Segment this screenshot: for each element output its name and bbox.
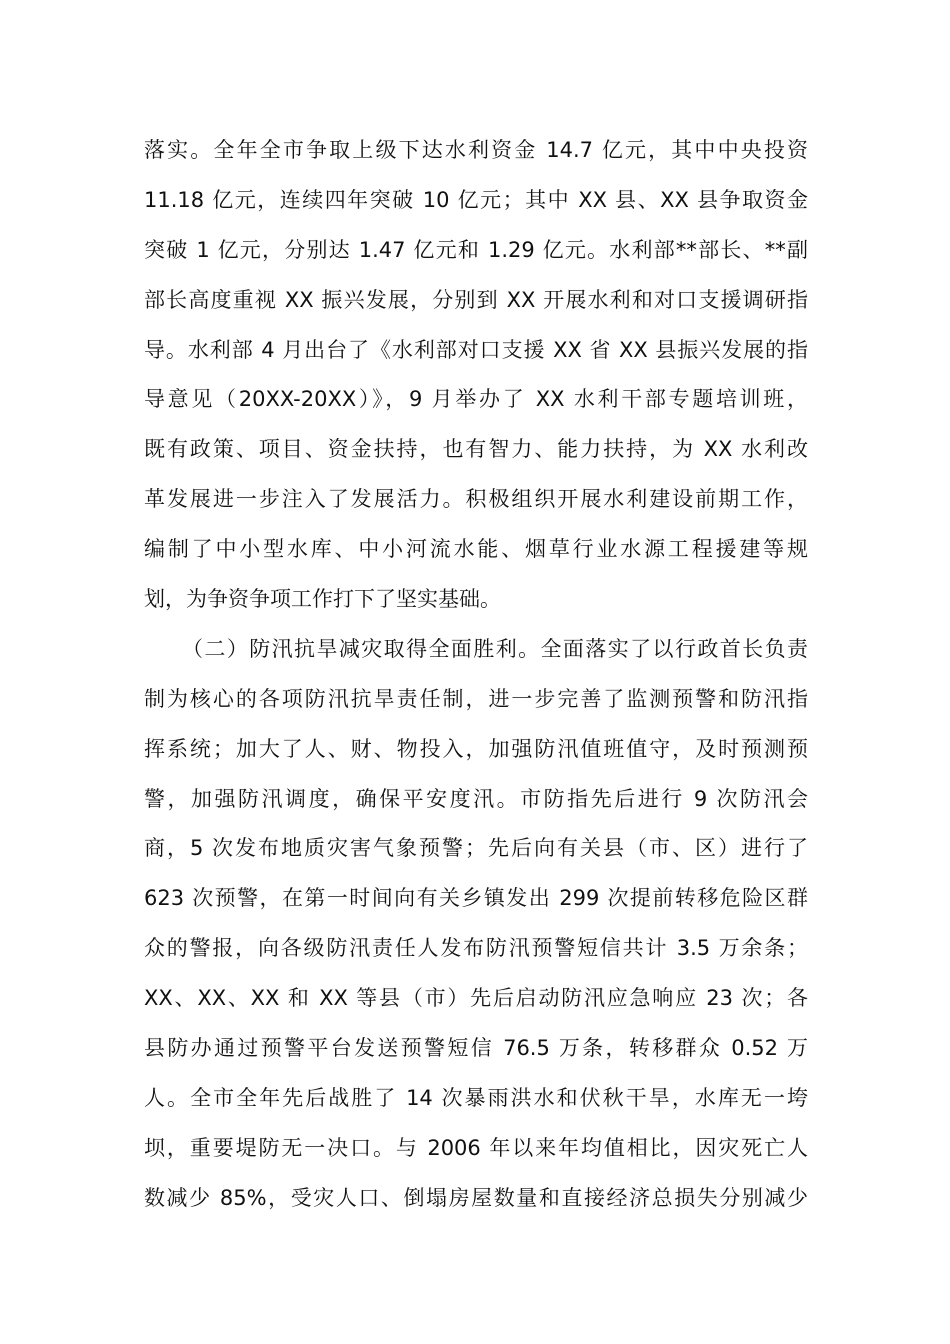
text-line: 623 次预警，在第一时间向有关乡镇发出 299 次提前转移危险区群 bbox=[144, 886, 808, 911]
text-line: 制为核心的各项防汛抗旱责任制，进一步完善了监测预警和防汛指 bbox=[144, 686, 808, 711]
section-heading-line: （二）防汛抗旱减灾取得全面胜利。全面落实了以行政首长负责 bbox=[182, 636, 808, 661]
text-line: 落实。全年全市争取上级下达水利资金 14.7 亿元，其中中央投资 bbox=[144, 138, 808, 162]
text-line: 既有政策、项目、资金扶持，也有智力、能力扶持，为 XX 水利改 bbox=[144, 437, 808, 462]
text-line: 警，加强防汛调度，确保平安度汛。市防指先后进行 9 次防汛会 bbox=[144, 786, 808, 811]
text-line: 编制了中小型水库、中小河流水能、烟草行业水源工程援建等规 bbox=[144, 537, 808, 562]
text-line: 11.18 亿元，连续四年突破 10 亿元；其中 XX 县、XX 县争取资金 bbox=[144, 187, 808, 212]
text-line: 突破 1 亿元，分别达 1.47 亿元和 1.29 亿元。水利部**部长、**副 bbox=[144, 237, 808, 262]
text-line: 人。全市全年先后战胜了 14 次暴雨洪水和伏秋干旱，水库无一垮 bbox=[144, 1085, 808, 1110]
text-line: 部长高度重视 XX 振兴发展，分别到 XX 开展水利和对口支援调研指 bbox=[144, 287, 808, 312]
text-line: 导意见（20XX-20XX）》，9 月举办了 XX 水利干部专题培训班， bbox=[144, 387, 808, 412]
text-line: 商，5 次发布地质灾害气象预警；先后向有关县（市、区）进行了 bbox=[144, 836, 808, 861]
text-line: 挥系统；加大了人、财、物投入，加强防汛值班值守，及时预测预 bbox=[144, 736, 808, 761]
text-line: 众的警报，向各级防汛责任人发布防汛预警短信共计 3.5 万余条； bbox=[144, 936, 808, 961]
text-line: 坝，重要堤防无一决口。与 2006 年以来年均值相比，因灾死亡人 bbox=[144, 1135, 808, 1160]
text-line: 数减少 85%，受灾人口、倒塌房屋数量和直接经济总损失分别减少 bbox=[144, 1185, 808, 1210]
text-line: 县防办通过预警平台发送预警短信 76.5 万条，转移群众 0.52 万 bbox=[144, 1036, 808, 1061]
text-line: XX、XX、XX 和 XX 等县（市）先后启动防汛应急响应 23 次；各 bbox=[144, 986, 808, 1011]
paragraph-end-line: 划，为争资争项工作打下了坚实基础。 bbox=[144, 587, 501, 612]
text-line: 导。水利部 4 月出台了《水利部对口支援 XX 省 XX 县振兴发展的指 bbox=[144, 337, 808, 362]
text-line: 革发展进一步注入了发展活力。积极组织开展水利建设前期工作， bbox=[144, 487, 808, 512]
body-text bbox=[144, 126, 808, 1224]
